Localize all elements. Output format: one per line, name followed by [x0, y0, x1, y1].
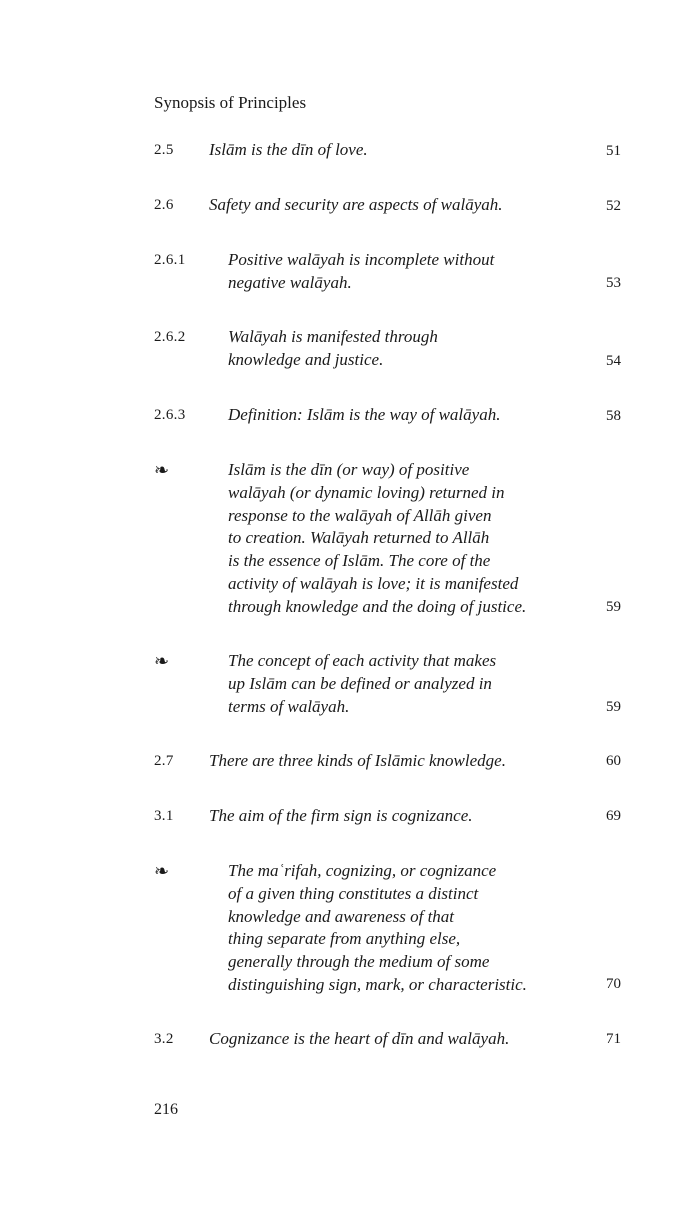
page-number: 52	[606, 198, 621, 214]
entry-text: Definition: Islām is the way of walāyah.	[228, 405, 501, 424]
entry-number: 2.6.1	[154, 252, 186, 268]
page-number: 59	[606, 599, 621, 615]
entry-number: 2.5	[154, 142, 174, 158]
entry-text: Islām is the dīn (or way) of positive walāyah (or dynamic loving) returned in response to the walāyah of Allāh given to creation. Walāyah returned to Allāh is the essence of Islām. The core of the activity of walāyah is love; it is manifested through knowledge and the doing of justice.	[228, 460, 527, 616]
entry-number: 3.2	[154, 1031, 174, 1047]
fleuron-icon: ❧	[154, 460, 170, 480]
entry-text: The aim of the firm sign is cognizance.	[209, 806, 473, 825]
page-number: 51	[606, 143, 621, 159]
fleuron-icon: ❧	[154, 861, 170, 881]
entry-text: Positive walāyah is incomplete without negative walāyah.	[228, 250, 495, 292]
page-number: 58	[606, 408, 621, 424]
page-number: 71	[606, 1031, 621, 1047]
entry-text: The concept of each activity that makes up Islām can be defined or analyzed in terms of walāyah.	[228, 651, 497, 716]
page-number: 54	[606, 353, 621, 369]
entry-text: The maʿrifah, cognizing, or cognizance of a given thing constitutes a distinct knowledge and awareness of that thing separate from anything else, generally through the medium of some distinguishing sign, mark, or characteristic.	[228, 861, 527, 994]
entry-text: Walāyah is manifested through knowledge and justice.	[228, 327, 438, 369]
folio-page-number: 216	[154, 1101, 178, 1118]
entry-text: Islām is the dīn of love.	[209, 140, 368, 159]
running-head: Synopsis of Principles	[154, 93, 307, 112]
entry-number: 2.6	[154, 197, 174, 213]
entry-number: 2.7	[154, 753, 174, 769]
page-number: 53	[606, 275, 621, 291]
page-number: 70	[606, 976, 621, 992]
page-number: 59	[606, 699, 621, 715]
entry-number: 2.6.3	[154, 407, 186, 423]
page-number: 69	[606, 808, 621, 824]
entry-number: 3.1	[154, 808, 174, 824]
fleuron-icon: ❧	[154, 651, 170, 671]
entry-text: There are three kinds of Islāmic knowledge.	[209, 751, 506, 770]
entry-text: Safety and security are aspects of walāyah.	[209, 195, 503, 214]
page-number: 60	[606, 753, 621, 769]
entry-number: 2.6.2	[154, 329, 186, 345]
entry-text: Cognizance is the heart of dīn and walāyah.	[209, 1029, 510, 1048]
